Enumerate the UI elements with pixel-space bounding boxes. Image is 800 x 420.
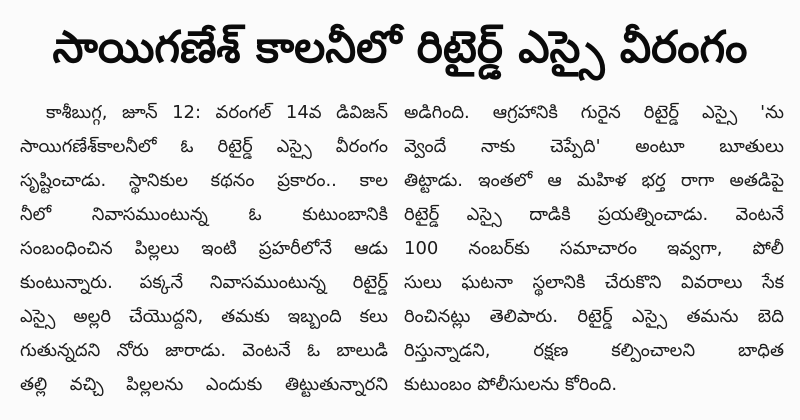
- article-line: సాయిగణేశ్‌కాలనీలో ఓ రిటైర్డ్ ఎస్సై వీరంగం: [20, 136, 388, 157]
- article-line: సంబంధించిన పిల్లలు ఇంటి ప్రహరీలోనే ఆడు: [20, 238, 388, 259]
- article-line: కాశీబుగ్గ, జూన్ 12: వరంగల్ 14వ డివిజన్: [46, 102, 388, 123]
- article-line: రిటైర్డ్ ఎస్సై దాడికి ప్రయత్నించాడు. వెంటనే: [404, 204, 784, 225]
- article-line: తల్లి వచ్చి పిల్లలను ఎందుకు తిట్టుతున్నారని: [20, 374, 388, 395]
- article-line: రిస్తున్నాడని, రక్షణ కల్పించాలని బాధిత: [404, 340, 784, 361]
- article-column-right: [404, 96, 784, 402]
- article-line: తిట్టాడు. ఇంతలో ఆ మహిళ భర్త రాగా అతడిపై: [404, 170, 784, 191]
- article-line: అడిగింది. ఆగ్రహానికి గురైన రిటైర్డ్ ఎస్సై 'ను: [404, 102, 784, 123]
- article-line: సులు ఘటనా స్థలానికి చేరుకొని వివరాలు సేక: [404, 272, 784, 293]
- article-line: వ్వెందే నాకు చెప్పేది' అంటూ బూతులు: [404, 136, 784, 157]
- article-column-left: [20, 96, 388, 402]
- article-line: రించినట్లు తెలిపారు. రిటైర్డ్ ఎస్సై తమను బెది: [404, 306, 784, 327]
- article-line: కుటుంబం పోలీసులను కోరింది.: [404, 374, 618, 395]
- article-line: గుతున్నదని నోరు జారాడు. వెంటనే ఓ బాలుడి: [20, 340, 388, 361]
- article-line: కుంటున్నారు. పక్కనే నివాసముంటున్న రిటైర్డ్: [20, 272, 388, 293]
- article-line: 100 నంబర్‌కు సమాచారం ఇవ్వగా, పోలీ: [404, 238, 784, 259]
- article-line: ఎస్సై అల్లరి చేయొద్దని, తమకు ఇబ్బంది కలు: [20, 306, 388, 327]
- article-headline: సాయిగణేశ్ కాలనీలో రిటైర్డ్ ఎస్సై వీరంగం: [52, 22, 748, 73]
- article-line: సృష్టించాడు. స్థానికుల కథనం ప్రకారం.. కాల: [20, 170, 388, 191]
- article-line: నీలో నివాసముంటున్న ఓ కుటుంబానికి: [20, 204, 388, 225]
